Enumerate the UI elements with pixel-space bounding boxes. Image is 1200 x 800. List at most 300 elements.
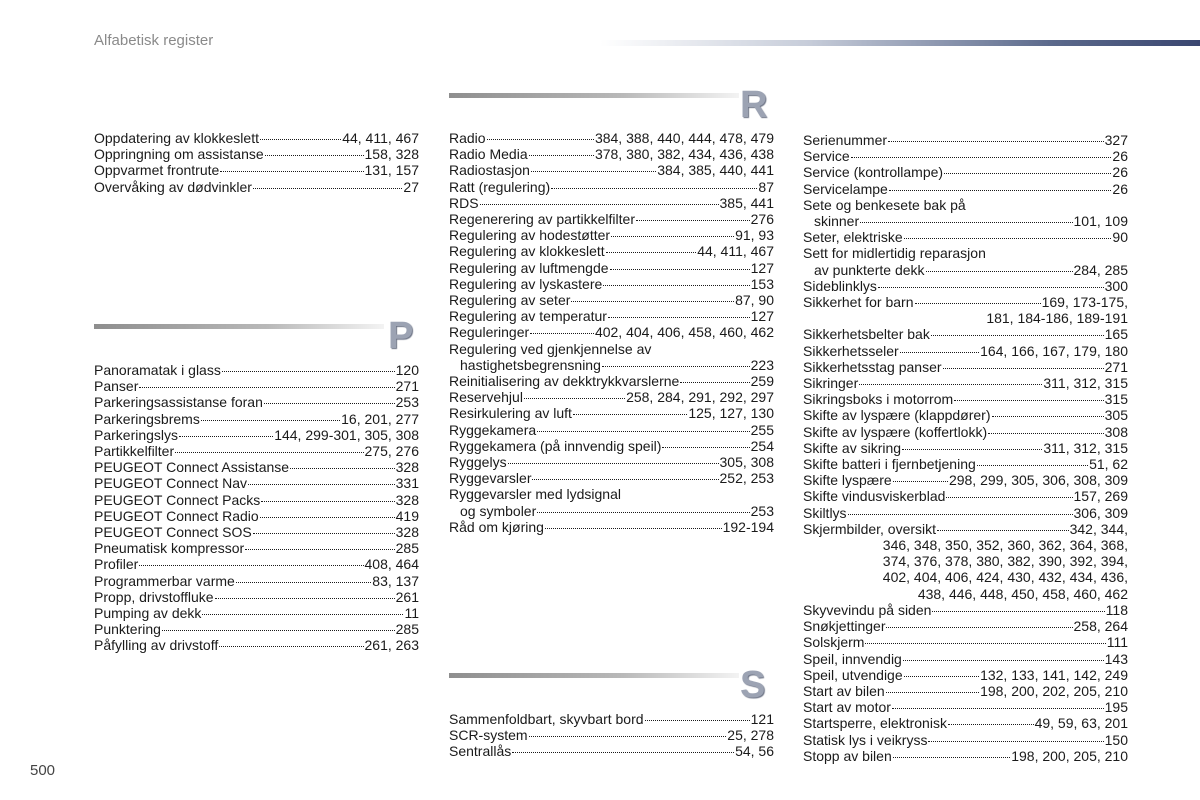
index-entry: [94, 556, 419, 572]
dot-leader: [977, 465, 1088, 466]
index-entry: [94, 411, 419, 427]
index-entry-pages: 306, 309: [1073, 504, 1128, 521]
index-entry: [803, 456, 1128, 472]
index-entry-label: Skyvevindu på siden: [803, 601, 932, 618]
index-entry-pages: 305: [1104, 407, 1128, 424]
dot-leader: [530, 333, 594, 334]
index-entry: [449, 308, 774, 324]
index-entry: [803, 181, 1128, 197]
index-entry-pages: 331: [395, 475, 419, 492]
index-entry-pages: 254: [750, 437, 774, 454]
index-entry-label: Punktering: [94, 621, 161, 638]
index-entry: [449, 179, 774, 195]
dot-leader: [139, 565, 363, 566]
dot-leader: [865, 643, 1105, 644]
index-entry-label: Ryggelys: [449, 454, 507, 471]
index-entry-pages: 419: [395, 507, 419, 524]
index-entry: [803, 148, 1128, 164]
index-entry-label: Overvåking av dødvinkler: [94, 178, 252, 195]
index-entry-label: Skifte lyspære: [803, 472, 892, 489]
index-entry-label: Radio Media: [449, 146, 528, 163]
index-entry-pages: 311, 312, 315: [1043, 439, 1128, 456]
index-entry: [94, 394, 419, 410]
index-entry: [94, 524, 419, 540]
index-entry: [94, 508, 419, 524]
index-entry: [449, 260, 774, 276]
index-entry-pages: 315: [1104, 391, 1128, 408]
dot-leader: [662, 447, 749, 448]
dot-leader: [915, 303, 1041, 304]
index-entry-pages: 255: [750, 421, 774, 438]
index-entry-pages: 143: [1104, 650, 1128, 667]
section-r-letter: R: [740, 84, 768, 126]
index-entry-label: av punkterte dekk: [814, 261, 925, 278]
index-entry-pages: 271: [1104, 358, 1128, 375]
index-entry-label: Sikkerhetsseler: [803, 342, 899, 359]
index-entry-label: Seter, elektriske: [803, 229, 903, 246]
dot-leader: [851, 157, 1112, 158]
index-entry-heading: Regulering ved gjenkjennelse av: [449, 340, 652, 357]
index-entry: [449, 373, 774, 389]
index-entry-label: Service: [803, 148, 850, 165]
index-entry-label: SCR-system: [449, 727, 528, 744]
index-entry-label: Radiostasjon: [449, 162, 530, 179]
index-entry-label: Pneumatisk kompressor: [94, 540, 245, 557]
index-entry-label: Reinitialisering av dekktrykkvarslerne: [449, 373, 680, 390]
index-entry: [94, 540, 419, 556]
index-entry-pages: 87: [758, 178, 774, 195]
index-entry: [449, 276, 774, 292]
index-entry-pages: 125, 127, 130: [688, 405, 774, 422]
dot-leader: [265, 155, 364, 156]
index-entry-pages: 131, 157: [364, 162, 419, 179]
dot-leader: [537, 512, 749, 513]
index-entry-pages: 26: [1112, 164, 1128, 181]
index-entry-label: Solskjerm: [803, 634, 865, 651]
index-entry-label: hastighetsbegrensning: [460, 356, 601, 373]
dot-leader: [860, 222, 1072, 223]
dot-leader: [508, 463, 719, 464]
index-entry: [803, 229, 1128, 245]
index-entry-pages: 327: [1104, 132, 1128, 148]
index-entry: [449, 470, 774, 486]
index-entry-label: Parkeringsbrems: [94, 410, 200, 427]
index-entry: [803, 375, 1128, 391]
index-entry-pages: 153: [750, 275, 774, 292]
index-entry-label: Råd om kjøring: [449, 518, 544, 535]
index-entry: [803, 651, 1128, 667]
index-entry: [94, 146, 419, 162]
dot-leader: [608, 317, 750, 318]
index-entry: [449, 162, 774, 178]
dot-leader: [848, 514, 1073, 515]
index-entry-pages: 26: [1112, 180, 1128, 197]
index-entry-label: Stopp av bilen: [803, 747, 892, 764]
section-p-bar: [94, 324, 384, 329]
dot-leader: [606, 252, 697, 253]
dot-leader: [529, 736, 727, 737]
dot-leader: [954, 400, 1103, 401]
index-entry-pages: 223: [750, 356, 774, 373]
index-entry: [449, 227, 774, 243]
index-entry-label: Skifte av sikring: [803, 439, 902, 456]
index-entry-label: Speil, utvendige: [803, 666, 903, 683]
index-entry: [449, 503, 774, 519]
index-entry-pages: 253: [750, 502, 774, 519]
index-entry-pages: 328: [395, 459, 419, 476]
index-entry-pages: 195: [1104, 699, 1128, 716]
dot-leader: [680, 382, 749, 383]
index-entry-label: Oppdatering av klokkeslett: [94, 130, 259, 146]
index-column-r: [449, 130, 774, 535]
header-gradient-bar: [600, 40, 1200, 46]
index-entry-pages: 285: [395, 540, 419, 557]
index-entry: [449, 130, 774, 146]
index-entry-label: Statisk lys i veikryss: [803, 731, 928, 748]
index-entry: [94, 443, 419, 459]
index-entry-label: Programmerbar varme: [94, 572, 235, 589]
index-entry: [803, 132, 1128, 148]
dot-leader: [531, 171, 656, 172]
index-entry: [449, 146, 774, 162]
index-column-o: [94, 130, 419, 195]
dot-leader: [944, 173, 1111, 174]
index-entry-label: Ryggekamera: [449, 421, 537, 438]
index-entry-label: Regulering av lyskastere: [449, 275, 603, 292]
index-entry-pages: 26: [1112, 148, 1128, 165]
dot-leader: [202, 614, 403, 615]
index-entry-label: PEUGEOT Connect Radio: [94, 507, 259, 524]
index-entry-pages: 384, 388, 440, 444, 478, 479: [594, 130, 774, 146]
index-entry-pages: 91, 93: [735, 227, 774, 244]
dot-leader: [992, 416, 1104, 417]
index-entry-pages: 54, 56: [735, 743, 774, 760]
index-entry-pages: 408, 464: [364, 556, 419, 573]
index-entry-label: Serienummer: [803, 132, 888, 148]
dot-leader: [219, 646, 363, 647]
index-entry-pages: 44, 411, 467: [697, 243, 774, 260]
dot-leader: [524, 398, 625, 399]
index-entry-label: Resirkulering av luft: [449, 405, 572, 422]
index-entry: [94, 378, 419, 394]
index-entry-label: Reguleringer: [449, 324, 530, 341]
index-entry-label: Skiltlys: [803, 504, 847, 521]
index-entry: [803, 407, 1128, 423]
index-entry-label: PEUGEOT Connect Assistanse: [94, 459, 290, 476]
index-entry-pages: 285: [395, 621, 419, 638]
index-entry: [94, 492, 419, 508]
index-entry-pages: 284, 285: [1073, 261, 1128, 278]
dot-leader: [248, 484, 395, 485]
page-number: 500: [30, 762, 56, 779]
index-entry: [94, 605, 419, 621]
index-entry: [803, 343, 1128, 359]
index-entry: [803, 715, 1128, 731]
dot-leader: [931, 335, 1104, 336]
section-p-letter: P: [388, 315, 414, 357]
dot-leader: [928, 741, 1103, 742]
index-entry-label: Skjermbilder, oversikt: [803, 520, 937, 537]
index-entry-pages: 271: [395, 378, 419, 395]
index-entry-label: RDS: [449, 194, 479, 211]
index-entry: [803, 294, 1128, 310]
dot-leader: [290, 468, 395, 469]
index-entry: [803, 359, 1128, 375]
index-entry-label: Pumping av dekk: [94, 605, 202, 622]
index-entry: [449, 405, 774, 421]
index-entry-pages: 157, 269: [1073, 488, 1128, 505]
index-entry-pages: 276: [750, 211, 774, 228]
index-entry: [803, 748, 1128, 764]
index-entry-label: Sikkerhetsbelter bak: [803, 326, 930, 343]
dot-leader: [636, 220, 750, 221]
index-entry-pages: 298, 299, 305, 306, 308, 309: [948, 472, 1128, 489]
index-entry-pages: 120: [395, 362, 419, 378]
dot-leader: [532, 479, 718, 480]
section-r-bar: [449, 93, 739, 98]
dot-leader: [886, 627, 1072, 628]
index-column-s-continued: [803, 132, 1128, 764]
index-entry: [803, 278, 1128, 294]
index-entry-label: Regulering av hodestøtter: [449, 227, 611, 244]
index-entry-pages: 261, 263: [364, 637, 419, 654]
dot-leader: [529, 155, 594, 156]
index-entry-pages: 49, 59, 63, 201: [1034, 715, 1128, 732]
index-entry: [803, 213, 1128, 229]
index-entry: [449, 743, 774, 759]
index-entry-pages: 258, 284, 291, 292, 297: [626, 389, 774, 406]
dot-leader: [264, 403, 395, 404]
dot-leader: [611, 236, 734, 237]
index-entry-pages-continued: 374, 376, 378, 380, 382, 390, 392, 394,: [882, 553, 1128, 570]
index-entry-pages: 385, 441: [719, 194, 774, 211]
dot-leader: [900, 352, 979, 353]
index-entry-pages: 258, 264: [1073, 618, 1128, 635]
index-entry-pages: 253: [395, 394, 419, 411]
index-entry-label: Start av motor: [803, 699, 891, 716]
index-entry-label: PEUGEOT Connect Nav: [94, 475, 248, 492]
dot-leader: [551, 188, 757, 189]
index-entry-label: Regulering av temperatur: [449, 308, 607, 325]
dot-leader: [893, 481, 948, 482]
dot-leader: [162, 630, 395, 631]
index-entry: [449, 243, 774, 259]
index-entry-pages: 308: [1104, 423, 1128, 440]
index-entry: [94, 130, 419, 146]
index-entry-pages: 90: [1112, 229, 1128, 246]
index-entry-pages: 169, 173-175,: [1041, 294, 1128, 311]
index-entry-label: og symboler: [460, 502, 537, 519]
index-entry: [449, 357, 774, 373]
index-entry-label: PEUGEOT Connect SOS: [94, 524, 252, 541]
index-entry-pages: 305, 308: [719, 454, 774, 471]
index-entry-label: Sikringsboks i motorrom: [803, 391, 954, 408]
index-column-s: [449, 711, 774, 760]
dot-leader: [573, 414, 687, 415]
index-entry-pages: 158, 328: [364, 146, 419, 163]
index-entry-label: Panoramatak i glass: [94, 362, 221, 378]
index-entry: [94, 637, 419, 653]
dot-leader: [603, 285, 749, 286]
index-entry-pages: 300: [1104, 277, 1128, 294]
index-entry: [803, 326, 1128, 342]
index-entry-pages: 342, 344,: [1069, 520, 1128, 537]
dot-leader: [545, 528, 722, 529]
index-entry: [803, 440, 1128, 456]
index-entry-pages: 328: [395, 524, 419, 541]
dot-leader: [220, 171, 363, 172]
dot-leader: [480, 204, 719, 205]
dot-leader: [253, 188, 402, 189]
index-entry-pages-continued: 438, 446, 448, 450, 458, 460, 462: [917, 585, 1128, 602]
index-entry-pages: 259: [750, 373, 774, 390]
index-entry-label: Påfylling av drivstoff: [94, 637, 219, 654]
index-entry-label: Sideblinklys: [803, 277, 877, 294]
index-entry-label: Start av bilen: [803, 682, 885, 699]
index-entry: [449, 711, 774, 727]
index-entry: [94, 162, 419, 178]
index-entry: [803, 424, 1128, 440]
index-entry: [94, 459, 419, 475]
index-entry-pages: 44, 411, 467: [342, 130, 419, 146]
index-entry-label: Speil, innvendig: [803, 650, 902, 667]
dot-leader: [139, 387, 394, 388]
index-entry-label: Sikringer: [803, 375, 859, 392]
index-entry-label: Ryggevarsler: [449, 470, 532, 487]
index-entry-pages: 118: [1105, 601, 1128, 618]
index-entry: [803, 618, 1128, 634]
dot-leader: [948, 724, 1034, 725]
index-entry-label: Skifte av lyspære (klappdører): [803, 407, 991, 424]
section-s-letter: S: [740, 664, 766, 706]
dot-leader: [602, 366, 750, 367]
dot-leader: [222, 371, 395, 372]
dot-leader: [889, 190, 1112, 191]
index-entry-pages: 111: [1106, 634, 1128, 651]
index-entry-label: Regulering av klokkeslett: [449, 243, 605, 260]
dot-leader: [903, 660, 1104, 661]
dot-leader: [926, 271, 1073, 272]
index-entry-label: Ratt (regulering): [449, 178, 551, 195]
index-entry-pages: 132, 133, 141, 142, 249: [980, 666, 1128, 683]
dot-leader: [512, 752, 734, 753]
index-entry-pages: 165: [1104, 326, 1128, 343]
index-entry: [94, 589, 419, 605]
dot-leader: [179, 436, 273, 437]
index-entry-pages-continued: 181, 184-186, 189-191: [986, 310, 1128, 327]
dot-leader: [253, 533, 395, 534]
dot-leader: [645, 720, 750, 721]
index-entry: [449, 195, 774, 211]
index-entry: [94, 475, 419, 491]
index-entry: [449, 211, 774, 227]
index-entry-heading: Ryggevarsler med lydsignal: [449, 486, 621, 503]
index-entry-pages: 384, 385, 440, 441: [657, 162, 774, 179]
dot-leader: [236, 582, 371, 583]
index-entry-pages: 51, 62: [1089, 456, 1128, 473]
index-entry-label: Parkeringsassistanse foran: [94, 394, 263, 411]
dot-leader: [201, 420, 340, 421]
index-entry-label: Ryggekamera (på innvendig speil): [449, 437, 662, 454]
dot-leader: [904, 238, 1112, 239]
index-entry-label: Profiler: [94, 556, 139, 573]
index-entry-pages: 252, 253: [719, 470, 774, 487]
index-entry-label: Skifte vindusviskerblad: [803, 488, 946, 505]
index-entry-label: Regulering av luftmengde: [449, 259, 609, 276]
index-entry: [803, 472, 1128, 488]
dot-leader: [988, 433, 1104, 434]
index-entry-label: Propp, drivstoffluke: [94, 588, 214, 605]
index-entry-label: Skifte av lyspære (koffertlokk): [803, 423, 988, 440]
index-entry-pages: 311, 312, 315: [1043, 375, 1128, 392]
index-entry-label: Radio: [449, 130, 486, 146]
index-entry-label: Servicelampe: [803, 180, 888, 197]
index-entry: [803, 634, 1128, 650]
index-entry: [803, 683, 1128, 699]
index-entry: [449, 324, 774, 340]
index-entry-pages: 127: [750, 259, 774, 276]
dot-leader: [245, 549, 394, 550]
dot-leader: [886, 692, 979, 693]
index-entry-label: PEUGEOT Connect Packs: [94, 491, 261, 508]
dot-leader: [215, 598, 395, 599]
dot-leader: [571, 301, 734, 302]
dot-leader: [859, 384, 1042, 385]
index-entry: [449, 389, 774, 405]
dot-leader: [261, 501, 394, 502]
dot-leader: [946, 497, 1072, 498]
index-entry: [94, 573, 419, 589]
index-column-p: [94, 362, 419, 654]
index-entry: [449, 422, 774, 438]
index-entry: [803, 391, 1128, 407]
index-entry-label: Oppvarmet frontrute: [94, 162, 220, 179]
dot-leader: [260, 517, 395, 518]
index-entry: [449, 454, 774, 470]
index-entry-pages: 25, 278: [727, 727, 774, 744]
index-entry: [803, 521, 1128, 537]
dot-leader: [537, 431, 749, 432]
dot-leader: [610, 269, 750, 270]
index-entry-label: Skifte batteri i fjernbetjening: [803, 456, 976, 473]
index-entry-pages-continued: 346, 348, 350, 352, 360, 362, 364, 368,: [882, 537, 1128, 554]
index-entry: [94, 427, 419, 443]
index-entry-pages: 378, 380, 382, 434, 436, 438: [594, 146, 774, 163]
index-entry-pages: 127: [750, 308, 774, 325]
index-entry: [94, 179, 419, 195]
index-entry: [94, 621, 419, 637]
index-entry-heading: Sett for midlertidig reparasjon: [803, 245, 986, 262]
index-entry: [803, 488, 1128, 504]
index-entry-label: Panser: [94, 378, 139, 395]
index-entry-label: Parkeringslys: [94, 426, 179, 443]
index-entry-label: Sikkerhet for barn: [803, 294, 914, 311]
dot-leader: [893, 757, 1010, 758]
index-entry-pages: 402, 404, 406, 458, 460, 462: [594, 324, 774, 341]
index-entry-pages-continued: 402, 404, 406, 424, 430, 432, 434, 436,: [882, 569, 1128, 586]
index-entry: [449, 438, 774, 454]
index-entry-pages: 275, 276: [364, 443, 419, 460]
index-entry-pages: 198, 200, 202, 205, 210: [980, 682, 1128, 699]
index-entry-label: Oppringning om assistanse: [94, 146, 264, 163]
index-entry-heading: Sete og benkesete bak på: [803, 196, 966, 213]
index-entry-pages: 11: [404, 605, 419, 622]
index-entry: [803, 732, 1128, 748]
index-entry: [803, 505, 1128, 521]
index-entry: [449, 519, 774, 535]
index-entry-pages: 328: [395, 491, 419, 508]
index-entry-label: Sentrallås: [449, 743, 512, 760]
